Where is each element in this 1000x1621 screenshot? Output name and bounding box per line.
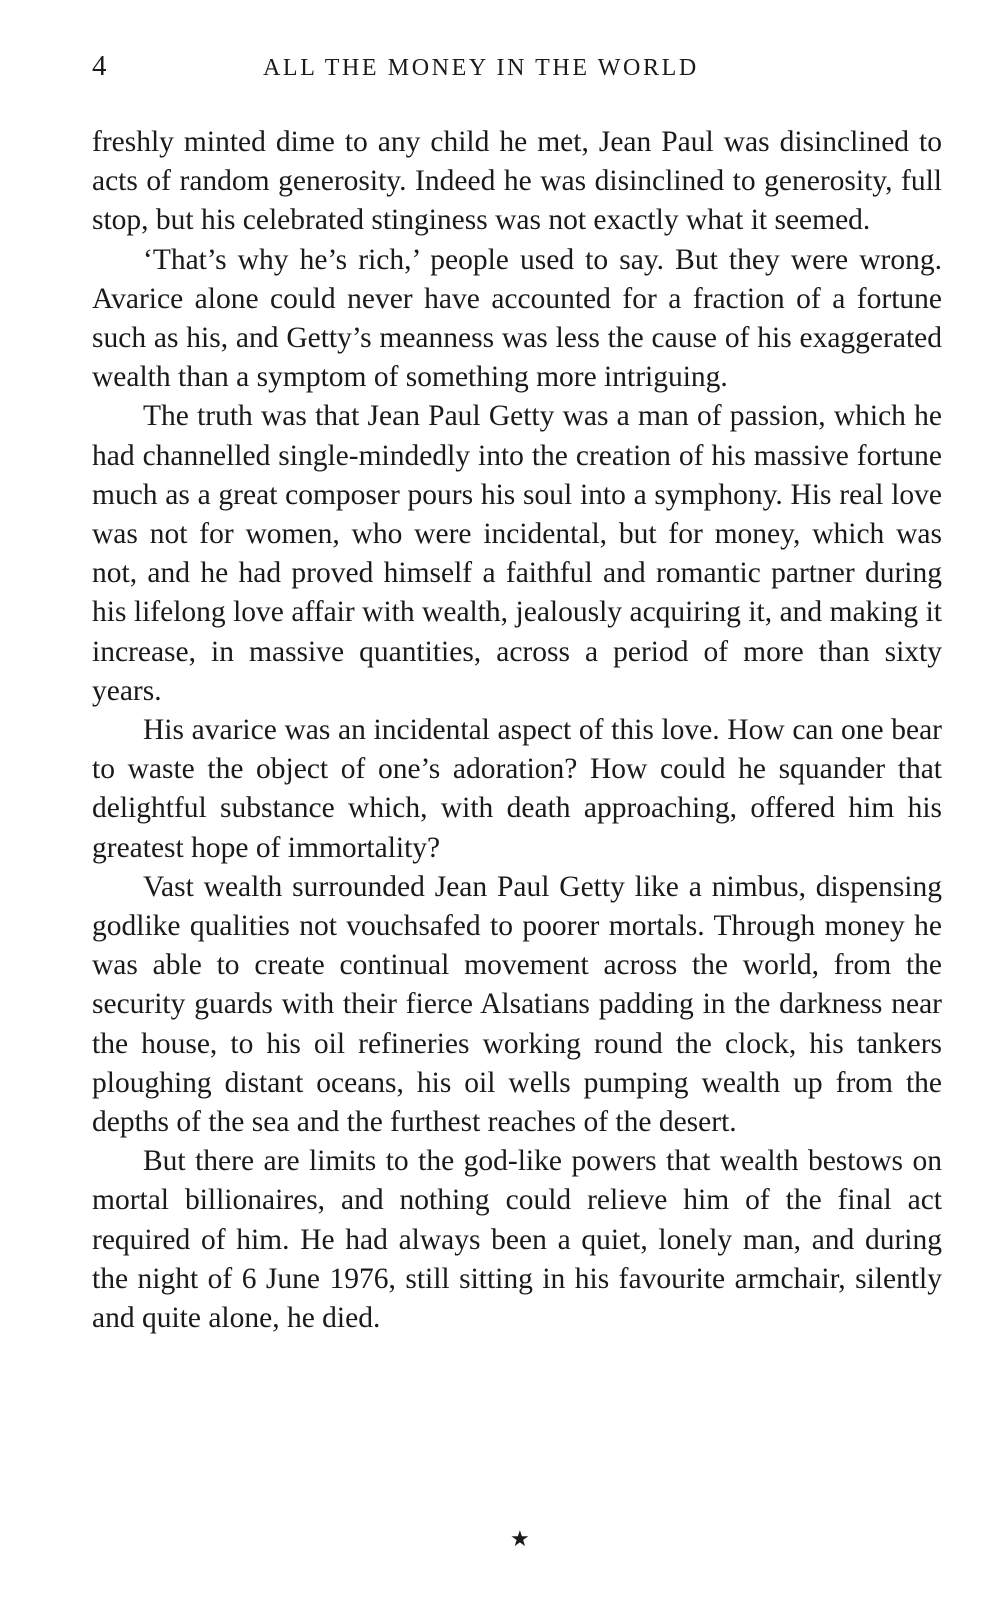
- page-number: 4: [92, 50, 107, 82]
- running-head: [92, 46, 940, 86]
- body-text: [92, 123, 942, 1338]
- book-title: ALL THE MONEY IN THE WORLD: [263, 55, 699, 81]
- paragraph: But there are limits to the god-like powers that wealth bestows on mortal billionaires, and nothing could relieve him of the final act required of him. He had always been a quiet, lonely man, and during the night of 6 June 1976, still sitting in his favourite armchair, silently and quite alone, he died.: [92, 1145, 942, 1335]
- paragraph: His avarice was an incidental aspect of this love. How can one bear to waste the object of one’s adoration? How could he squander that delightful substance which, with death approaching, offered him his greatest hope of immortality?: [92, 714, 942, 864]
- paragraph: Vast wealth surrounded Jean Paul Getty like a nimbus, dispensing godlike qualities not vouchsafed to poorer mortals. Through money he was able to create continual movement across the world, from the security guards with their fierce Alsatians padding in the darkness near the house, to his oil refineries working round the clock, his tankers ploughing distant oceans, his oil wells pumping wealth up from the depths of the sea and the furthest reaches of the desert.: [92, 870, 942, 1139]
- section-break-star-icon: ★: [510, 1526, 530, 1551]
- paragraph: ‘That’s why he’s rich,’ people used to say. But they were wrong. Avarice alone could never have accounted for a fraction of a fortune such as his, and Getty’s meanness was less the cause of his exaggerated wealth than a symptom of something more intriguing.: [92, 243, 942, 394]
- paragraph: The truth was that Jean Paul Getty was a man of passion, which he had channelled single-mindedly into the creation of his massive fortune much as a great composer pours his soul into a symphony. His real love was not for women, who were incidental, but for money, which was not, and he had proved himself a faithful and romantic partner during his lifelong love affair with wealth, jealously acquiring it, and making it increase, in massive quantities, across a period of more than sixty years.: [92, 400, 942, 707]
- paragraph-continuation: freshly minted dime to any child he met, Jean Paul was disinclined to acts of random generosity. Indeed he was disinclined to generosity, full stop, but his celebrated stinginess was not exactly what it seemed.: [92, 126, 942, 237]
